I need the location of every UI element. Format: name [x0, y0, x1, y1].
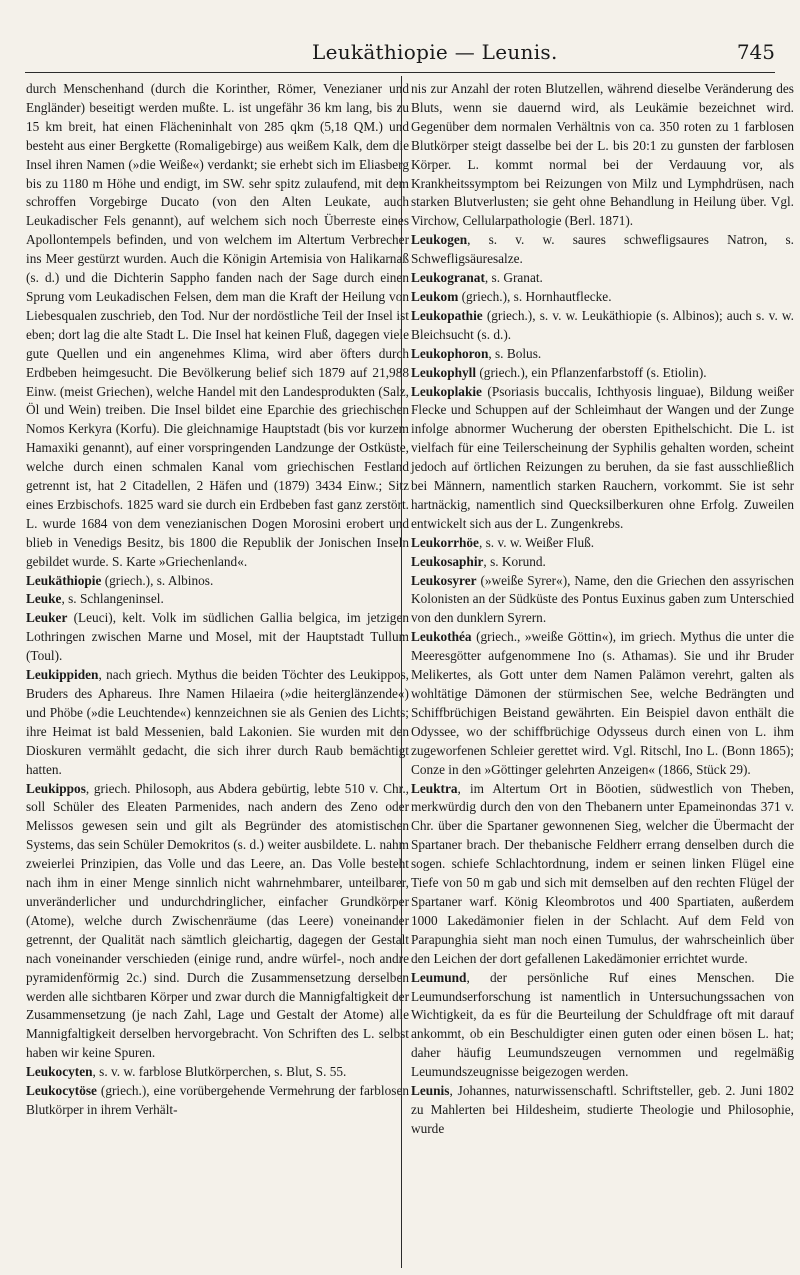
- entry-headword: Leukogranat: [411, 270, 485, 286]
- entry-headword: Leukom: [411, 288, 459, 304]
- entry-text: , s. Korund.: [483, 553, 546, 569]
- entry-headword: Leukophyll: [411, 364, 477, 380]
- dictionary-entry: [411, 307, 794, 345]
- entry-headword: Leukosaphir: [411, 553, 484, 569]
- left-column: [26, 80, 409, 1120]
- dictionary-entry: [411, 553, 794, 572]
- dictionary-entry: [411, 80, 794, 231]
- entry-text: , s. v. w. saures schwefligsaures Natron, s. Schwefligsäuresalze.: [411, 232, 794, 267]
- header-rule: [25, 72, 775, 73]
- dictionary-entry: [411, 1082, 794, 1139]
- entry-text: (Leuci), kelt. Volk im südlichen Gallia belgica, im jetzigen Lothringen zwischen Marne und Mosel, mit der Hauptstadt Tullum (Toul).: [26, 610, 409, 664]
- dictionary-entry: [411, 534, 794, 553]
- entry-text: , griech. Philosoph, aus Abdera gebürtig, lebte 510 v. Chr., soll Schüler des Eleaten Parmenides, nach andern des Zeno oder Melissos gewesen sein und gilt als Begründer des atomistischen Systems, das sein Schüler Demokritos (s. d.) weiter ausbildete. L. nahm zweierlei Prinzipien, das Volle und das Leere, an. Das Volle besteht nach ihm in einer Menge sinnlich nicht wahrnehmbarer, unteilbarer, unveränderlicher und undurchdringlicher, einfacher Grundkörper (Atome), welche durch Zwischenräume (das Leere) voneinander getrennt, der Qualität nach sämtlich gleichartig, dagegen der Gestalt nach voneinander verschieden (einige rund, andre würfel-, noch andre pyramidenförmig 2c.) sind. Durch die Zusammensetzung derselben werden alle sichtbaren Körper und zwar durch die Mannigfaltigkeit der Zusammensetzung (je nach Zahl, Lage und Gestalt der Atome) alle Mannigfaltigkeit derselben hervorgebracht. Von Schriften des L. selbst haben wir keine Spuren.: [26, 780, 409, 1061]
- entry-headword: Leukocyten: [26, 1064, 93, 1080]
- dictionary-entry: [411, 269, 794, 288]
- entry-headword: Leunis: [411, 1083, 450, 1099]
- dictionary-entry: [26, 1082, 409, 1120]
- entry-headword: Leukippos: [26, 780, 86, 796]
- entry-text: , Johannes, naturwissenschaftl. Schriftsteller, geb. 2. Juni 1802 zu Mahlerten bei Hildesheim, studierte Theologie und Philosophie, wurde: [411, 1083, 794, 1136]
- dictionary-entry: [26, 609, 409, 666]
- right-column: [411, 80, 794, 1139]
- dictionary-entry: [26, 572, 409, 591]
- entry-headword: Leukosyrer: [411, 572, 477, 588]
- dictionary-entry: [411, 572, 794, 629]
- entry-text: (griech.), s. Albinos.: [101, 572, 214, 588]
- entry-text: nis zur Anzahl der roten Blutzellen, während dieselbe Veränderung des Bluts, wenn sie dauernd wird, als Leukämie bezeichnet wird. Gegenüber dem normalen Verhältnis von ca. 350 roten zu 1 farblosen Blutkörper steigt dasselbe bei der L. bis 20:1 zu gunsten der farblosen Körper. L. kommt normal bei der Verdauung vor, als Krankheitssymptom bei Reizungen von Milz und Lymphdrüsen, nach starken Blutverlusten; sie geht ohne Behandlung in Heilung über. Vgl. Virchow, Cellularpathologie (Berl. 1871).: [411, 81, 794, 229]
- entry-text: (Psoriasis buccalis, Ichthyosis linguae), Bildung weißer Flecke und Schuppen auf der Schleimhaut der Wangen und der Zunge infolge abnormer Wucherung der obersten Epithelschicht. Die L. ist vielfach für eine Teilerscheinung der Syphilis gehalten worden, scheint jedoch auf örtlichen Reizungen zu beruhen, da sie fast ausschließlich bei Männern, namentlich starken Rauchern, vorkommt. Sie ist sehr hartnäckig, namentlich sind Quecksilberkuren ohne Erfolg. Zuweilen entwickelt sich aus der L. Zungenkrebs.: [411, 383, 794, 531]
- entry-text: (griech.), s. Hornhautflecke.: [458, 288, 612, 304]
- entry-headword: Leumund: [411, 969, 467, 985]
- dictionary-entry: [26, 590, 409, 609]
- entry-text: , s. v. w. Weißer Fluß.: [478, 534, 595, 550]
- entry-text: , s. Granat.: [484, 270, 543, 286]
- entry-headword: Leuker: [26, 610, 68, 626]
- dictionary-entry: [26, 666, 409, 779]
- entry-headword: Leukäthiopie: [26, 572, 102, 588]
- page-header: [0, 0, 800, 70]
- dictionary-entry: [411, 231, 794, 269]
- entry-text: (griech.), ein Pflanzenfarbstoff (s. Etiolin).: [476, 364, 707, 380]
- dictionary-entry: [26, 80, 409, 572]
- entry-text: , im Altertum Ort in Böotien, südwestlich von Theben, merkwürdig durch den von den Thebanern unter Epameinondas 371 v. Chr. über die Spartaner gewonnenen Sieg, welcher die Übermacht der Spartaner brach. Der thebanische Feldherr errang denselben durch die sogen. schiefe Schlachtordnung, indem er seinen linken Flügel eine Tiefe von 50 m gab und sich mit demselben auf den rechten Flügel der Spartaner warf. König Kleombrotos und 400 Spartiaten, außerdem 1000 Lakedämonier fielen in der Schlacht. Auf dem Feld von Parapunghia sieht man noch einen Tumulus, der wahrscheinlich über den Leichen der dort gefallenen Lakedämonier errichtet wurde.: [411, 780, 794, 966]
- dictionary-entry: [411, 288, 794, 307]
- entry-headword: Leukorrhöe: [411, 534, 479, 550]
- dictionary-entry: [26, 780, 409, 1064]
- entry-headword: Leukopathie: [411, 307, 483, 323]
- dictionary-entry: [411, 364, 794, 383]
- dictionary-entry: [411, 383, 794, 534]
- entry-headword: Leukocytöse: [26, 1083, 97, 1099]
- dictionary-entry: [26, 1063, 409, 1082]
- entry-headword: Leukophoron: [411, 345, 489, 361]
- dictionary-entry: [411, 345, 794, 364]
- entry-text: , s. v. w. farblose Blutkörperchen, s. Blut, S. 55.: [92, 1064, 347, 1080]
- entry-text: (griech.), s. v. w. Leukäthiopie (s. Albinos); auch s. v. w. Bleichsucht (s. d.).: [411, 307, 794, 342]
- entry-text: , nach griech. Mythus die beiden Töchter des Leukippos, Bruders des Aphareus. Ihre Namen Hilaeira (»die heiterglänzende«) und Phöbe (»die Leuchtende«) kennzeichnen sie als Genien des Lichts; ihre Heimat ist bald Messenien, bald Lakonien. Sie wurden mit den Dioskuren vermählt gedacht, die sich ihrer durch Raub bemächtigt hatten.: [26, 667, 409, 777]
- entry-text: , s. Bolus.: [488, 345, 542, 361]
- entry-headword: Leuke: [26, 591, 62, 607]
- entry-headword: Leukoplakie: [411, 383, 482, 399]
- entry-headword: Leukippiden: [26, 667, 99, 683]
- entry-text: (griech.), eine vorübergehende Vermehrung der farblosen Blutkörper in ihrem Verhält-: [26, 1083, 409, 1117]
- entry-text: , s. Schlangeninsel.: [61, 591, 164, 607]
- dictionary-entry: [411, 780, 794, 969]
- entry-text: , der persönliche Ruf eines Menschen. Die Leumundserforschung ist namentlich in Untersuchungssachen von Wichtigkeit, da es für die Beurteilung der Schuldfrage oft mit darauf ankommt, ob ein Beschuldigter einen guten oder einen bösen L. hat; daher häufig Leumundszeugen vernommen und regelmäßig Leumundszeugnisse beigezogen werden.: [411, 969, 794, 1080]
- running-head: Leukäthiopie — Leunis.: [312, 40, 558, 64]
- entry-text: (»weiße Syrer«), Name, den die Griechen den assyrischen Kolonisten an der Südküste des Pontus Euxinus gaben zum Unterschied von den dunklern Syrern.: [411, 572, 794, 626]
- page-number: 745: [736, 40, 775, 64]
- entry-headword: Leukogen: [411, 232, 468, 248]
- entry-text: durch Menschenhand (durch die Korinther, Römer, Venezianer und Engländer) beseitigt werden mußte. L. ist ungefähr 36 km lang, bis zu 15 km breit, hat einen Flächeninhalt von 285 qkm (5,18 QM.) und besteht aus einer Bergkette (Romaligebirge) aus weißem Kalk, dem die Insel ihren Namen (»die Weiße«) verdankt; sie erhebt sich im Eliasberg bis zu 1180 m Höhe und endigt, im SW. sehr spitz zulaufend, mit dem schroffen Vorgebirge Ducato (von den Alten Leukate, auch Leukadischer Fels genannt), auf welchem sich noch Überreste eines Apollontempels befinden, und von welchem im Altertum Verbrecher ins Meer gestürzt wurden. Auch die Königin Artemisia von Halikarnaß (s. d.) und die Dichterin Sappho fanden nach der Sage durch einen Sprung vom Leukadischen Felsen, dem man die Kraft der Heilung von Liebesqualen zuschrieb, den Tod. Nur der nordöstliche Teil der Insel ist eben; dort lag die alte Stadt L. Die Insel hat keinen Fluß, dagegen viele gute Quellen und ein angenehmes Klima, wird aber öfters durch Erdbeben heimgesucht. Die Bevölkerung belief sich 1879 auf 21,988 Einw. (meist Griechen), welche Handel mit den Landesprodukten (Salz, Öl und Wein) treiben. Die Insel bildet eine Eparchie des griechischen Nomos Kerkyra (Korfu). Die gleichnamige Hauptstadt (bis vor kurzem Hamaxiki genannt), auf einer vorspringenden Landzunge der Ostküste, welche durch einen schmalen Kanal vom griechischen Festland getrennt ist, hat 2 Citadellen, 2 Häfen und (1879) 3434 Einw.; Sitz eines Erzbischofs. 1825 ward sie durch ein Erdbeben fast ganz zerstört. L. wurde 1684 von dem venezianischen Dogen Morosini erobert und blieb in Venedigs Besitz, bis 1800 die Republik der Jonischen Inseln gebildet wurde. S. Karte »Griechenland«.: [26, 81, 409, 569]
- dictionary-entry: [411, 969, 794, 1082]
- entry-text: (griech., »weiße Göttin«), im griech. Mythus die unter die Meeresgötter aufgenommene Ino (s. Athamas). Sie und ihr Bruder Melikertes, als Gott unter dem Namen Palämon verehrt, galten als wohltätige Dämonen der stürmischen See, welche Bedrängten und Schiffbrüchigen Beistand gewährten. Ein Beispiel davon enthält die Odyssee, wo der schiffbrüchige Odysseus durch einen von L. ihm zugeworfenen Schleier gerettet wird. Vgl. Ritschl, Ino L. (Bonn 1865); Conze in den »Göttinger gelehrten Anzeigen« (1866, Stück 29).: [411, 629, 794, 777]
- entry-headword: Leuktra: [411, 780, 458, 796]
- dictionary-entry: [411, 628, 794, 779]
- entry-headword: Leukothéa: [411, 629, 472, 645]
